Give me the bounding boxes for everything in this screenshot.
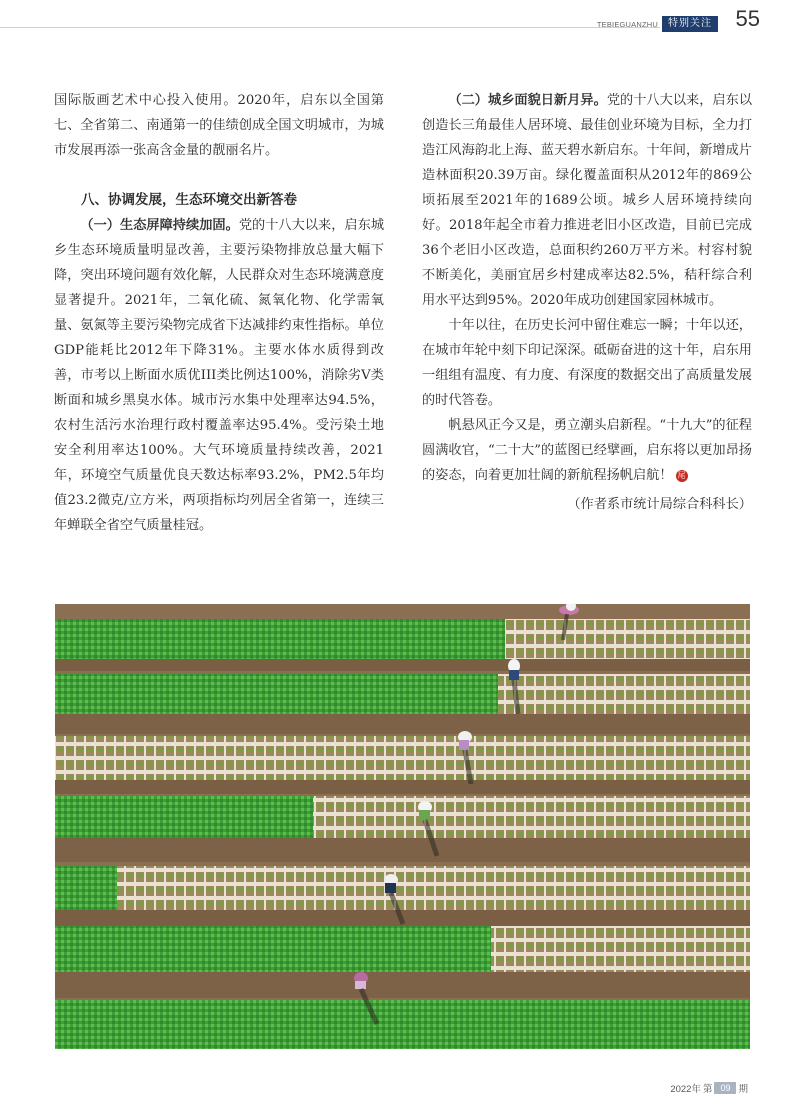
page-footer [670,1081,748,1095]
rice-strip [55,674,498,714]
rice-strip [55,619,505,659]
header-rule [0,27,660,28]
author-byline: （作者系市统计局综合科科长） [567,497,752,512]
rice-field-photo [55,604,750,1049]
page-number: 55 [735,6,760,31]
paragraph-ten-years: 十年以往，在历史长河中留住难忘一瞬；十年以还，在城市年轮中刻下印记深深。砥砺奋进的这十年，启东用一组组有温度、有力度、有深度的数据交出了高质量发展的时代答卷。 [422,318,752,408]
section-heading: 八、协调发展，生态环境交出新答卷 [81,192,297,208]
sub1-title: （一）生态屏障持续加固。 [80,218,239,233]
section-tag: 特别关注 [662,16,718,32]
rice-strip [55,926,491,972]
issue-number: 09 [714,1082,736,1094]
end-mark-icon: 尾 [677,470,686,480]
page-header [597,14,718,34]
sub1-body: 党的十八大以来，启东城乡生态环境质量明显改善，主要污染物排放总量大幅下降，突出环境问题有效化解，人民群众对生态环境满意度显著提升。2021年，二氧化硫、氮氧化物、化学需氧量、氨氮等主要污染物完成省下达减排约束性指标。单位GDP能耗比2012年下降31%。主要水体水质得到改善，市考以上断面水质优III类比例达100%，消除劣Ⅴ类断面和城乡黑臭水体。城市污水集中处理率达94.5%，农村生活污水治理行政村覆盖率达95.4%。受污染土地安全利用率达100%。大气环境质量持续改善，2021年，环境空气质量优良天数达标率93.2%，PM2.5年均值23.2微克/立方米，两项指标均列居全省第一，连续三年蝉联全省空气质量桂冠。 [54,218,385,533]
seed-trays [505,619,750,659]
rice-strip [55,1000,750,1049]
sub2-paragraph [422,88,752,313]
sub2-body: 党的十八大以来，启东以创造长三角最佳人居环境、最佳创业环境为目标，全力打造江风海韵北上海、蓝天碧水新启东。十年间，新增成片造林面积20.39万亩。绿化覆盖面积从2012年的869公顷拓展至2021年的1689公顷。城乡人居环境持续向好。2018年起全市着力推进老旧小区改造，目前已完成36个老旧小区改造，总面积约260万平方米。村容村貌不断美化，美丽宜居乡村建成率达82.5%，秸秆综合利用水平达到95%。2020年成功创建国家园林城市。 [422,93,753,308]
footer-di: 第 [702,1084,713,1095]
footer-year: 2022年 [670,1084,701,1095]
sub2-title: （二）城乡面貌日新月异。 [448,93,607,108]
rice-strip [55,796,313,838]
rice-field-illustration [55,604,750,1049]
intro-paragraph: 国际版画艺术中心投入使用。2020年，启东以全国第七、全省第二、南通第一的佳绩创成全国文明城市，为城市发展再添一张高含金量的靓丽名片。 [54,93,384,158]
sub1-paragraph [54,213,384,538]
section-pinyin: TEBIEGUANZHU [596,19,658,29]
footer-qi: 期 [738,1084,748,1095]
paragraph-closing [422,413,752,488]
left-column [54,88,384,538]
seed-trays [498,674,750,714]
seed-trays [55,736,750,780]
seed-trays [491,926,750,972]
seed-trays [313,796,750,838]
rice-strip [55,866,117,910]
right-column [422,88,752,517]
closing-text: 帆悬风正今又是，勇立潮头启新程。“十九大”的征程圆满收官，“二十大”的蓝图已经擘画，启东将以更加昂扬的姿态，向着更加壮阔的新航程扬帆启航！ [422,418,752,483]
seed-trays [117,866,750,910]
